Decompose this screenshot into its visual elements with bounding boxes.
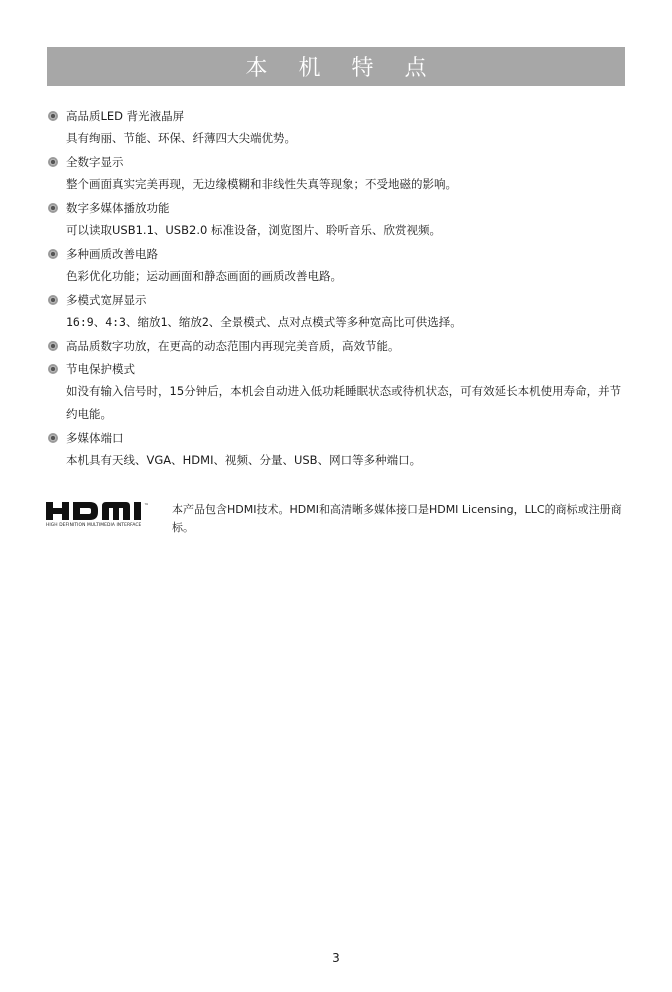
feature-description: 整个画面真实完美再现，无边缘模糊和非线性失真等现象；不受地磁的影响。 bbox=[66, 177, 457, 191]
section-title-bar bbox=[47, 47, 625, 86]
page-number: 3 bbox=[332, 951, 340, 965]
bullet-icon bbox=[48, 203, 58, 213]
hdmi-logo bbox=[46, 501, 160, 537]
feature-description: 如没有输入信号时，15分钟后，本机会自动进入低功耗睡眠状态或待机状态，可有效延长本机使用寿命，并节约电能。 bbox=[66, 384, 622, 421]
bullet-icon bbox=[48, 111, 58, 121]
feature-title: 高品质数字功放，在更高的动态范围内再现完美音质，高效节能。 bbox=[66, 338, 400, 353]
trademark-mark: ™ bbox=[144, 503, 149, 509]
bullet-icon bbox=[48, 157, 58, 167]
bullet-icon bbox=[48, 433, 58, 443]
section-title: 本 机 特 点 bbox=[245, 56, 439, 81]
bullet-icon bbox=[48, 341, 58, 351]
feature-title: 高品质LED 背光液晶屏 bbox=[66, 108, 185, 123]
feature-title: 多模式宽屏显示 bbox=[66, 292, 147, 307]
hdmi-tagline: HIGH DEFINITION MULTIMEDIA INTERFACE bbox=[46, 523, 142, 528]
feature-title: 数字多媒体播放功能 bbox=[66, 200, 170, 215]
feature-description: 本机具有天线、VGA、HDMI、视频、分量、USB、网口等多种端口。 bbox=[66, 453, 422, 467]
hdmi-logo-icon bbox=[46, 501, 158, 521]
feature-item bbox=[48, 426, 628, 472]
feature-list bbox=[48, 104, 628, 472]
feature-item bbox=[48, 242, 628, 288]
feature-description: 可以读取USB1.1、USB2.0 标准设备，浏览图片、聆听音乐、欣赏视频。 bbox=[66, 223, 441, 237]
feature-item bbox=[48, 196, 628, 242]
feature-item bbox=[48, 357, 628, 426]
bullet-icon bbox=[48, 364, 58, 374]
hdmi-trademark-notice: 本产品包含HDMI技术。HDMI和高清晰多媒体接口是HDMI Licensing，LLC的商标或注册商标。 bbox=[172, 503, 622, 534]
feature-title: 多媒体端口 bbox=[66, 430, 124, 445]
bullet-icon bbox=[48, 249, 58, 259]
feature-description: 色彩优化功能；运动画面和静态画面的画质改善电路。 bbox=[66, 269, 342, 283]
feature-item bbox=[48, 288, 628, 334]
hdmi-notice bbox=[46, 501, 630, 537]
feature-item bbox=[48, 104, 628, 150]
feature-title: 多种画质改善电路 bbox=[66, 246, 158, 261]
feature-title: 节电保护模式 bbox=[66, 361, 135, 376]
feature-description: 16:9、4:3、缩放1、缩放2、全景模式、点对点模式等多种宽高比可供选择。 bbox=[66, 315, 462, 329]
feature-description: 具有绚丽、节能、环保、纤薄四大尖端优势。 bbox=[66, 131, 296, 145]
bullet-icon bbox=[48, 295, 58, 305]
feature-title: 全数字显示 bbox=[66, 154, 124, 169]
feature-item bbox=[48, 334, 628, 357]
feature-item bbox=[48, 150, 628, 196]
